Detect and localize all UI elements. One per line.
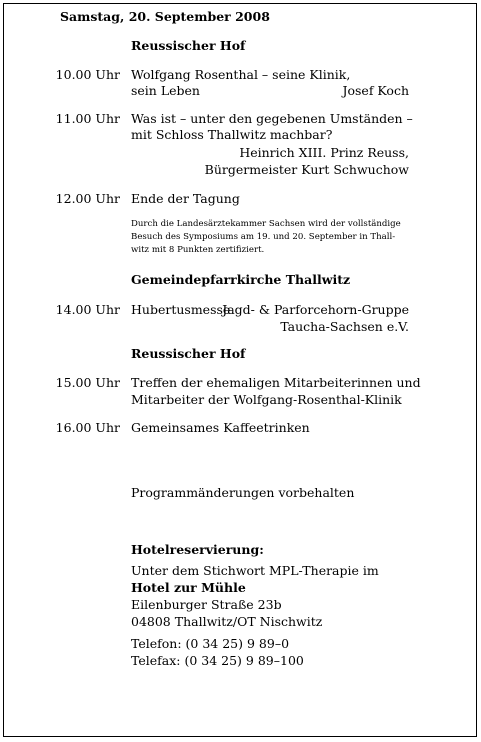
item-speaker: Bürgermeister Kurt Schwuchow [204, 162, 409, 177]
item-title: Hubertusmesse [131, 302, 231, 317]
item-title: Wolfgang Rosenthal – seine Klinik, [131, 67, 351, 82]
item-time: 14.00 Uhr [55, 302, 120, 317]
item-title: Was ist – unter den gegebenen Umständen – [131, 111, 413, 126]
item-title-cont: sein Leben [131, 83, 200, 98]
item-time: 16.00 Uhr [55, 420, 120, 435]
hotel-heading: Hotelreservierung: [131, 542, 264, 557]
item-time: 10.00 Uhr [55, 67, 120, 82]
venue-heading: Reussischer Hof [131, 346, 246, 361]
item-title-cont: mit Schloss Thallwitz machbar? [131, 127, 333, 142]
item-speaker: Heinrich XIII. Prinz Reuss, [239, 145, 409, 160]
certification-note: Besuch des Symposiums am 19. und 20. September in Thall- [131, 232, 396, 242]
hotel-intro: Unter dem Stichwort MPL-Therapie im [131, 563, 379, 578]
item-title: Ende der Tagung [131, 191, 240, 206]
hotel-name: Hotel zur Mühle [131, 580, 246, 595]
item-time: 15.00 Uhr [55, 375, 120, 390]
item-time: 12.00 Uhr [55, 191, 120, 206]
item-title: Gemeinsames Kaffeetrinken [131, 420, 310, 435]
certification-note: witz mit 8 Punkten zertifiziert. [131, 245, 265, 255]
date-heading: Samstag, 20. September 2008 [60, 9, 270, 24]
venue-heading: Reussischer Hof [131, 38, 246, 53]
item-performer: Taucha-Sachsen e.V. [280, 319, 409, 334]
certification-note: Durch die Landesärztekammer Sachsen wird der vollständige [131, 219, 401, 229]
item-title: Treffen der ehemaligen Mitarbeiterinnen und [131, 375, 421, 390]
item-title-cont: Mitarbeiter der Wolfgang-Rosenthal-Klinik [131, 392, 402, 407]
hotel-street: Eilenburger Straße 23b [131, 597, 282, 612]
hotel-fax: Telefax: (0 34 25) 9 89–100 [131, 653, 304, 668]
hotel-phone: Telefon: (0 34 25) 9 89–0 [131, 636, 290, 651]
venue-heading: Gemeindepfarrkirche Thallwitz [131, 272, 351, 287]
item-time: 11.00 Uhr [55, 111, 120, 126]
item-performer: Jagd- & Parforcehorn-Gruppe [222, 302, 409, 317]
item-speaker: Josef Koch [342, 83, 409, 98]
program-notice: Programmänderungen vorbehalten [131, 485, 355, 500]
hotel-city: 04808 Thallwitz/OT Nischwitz [131, 614, 323, 629]
